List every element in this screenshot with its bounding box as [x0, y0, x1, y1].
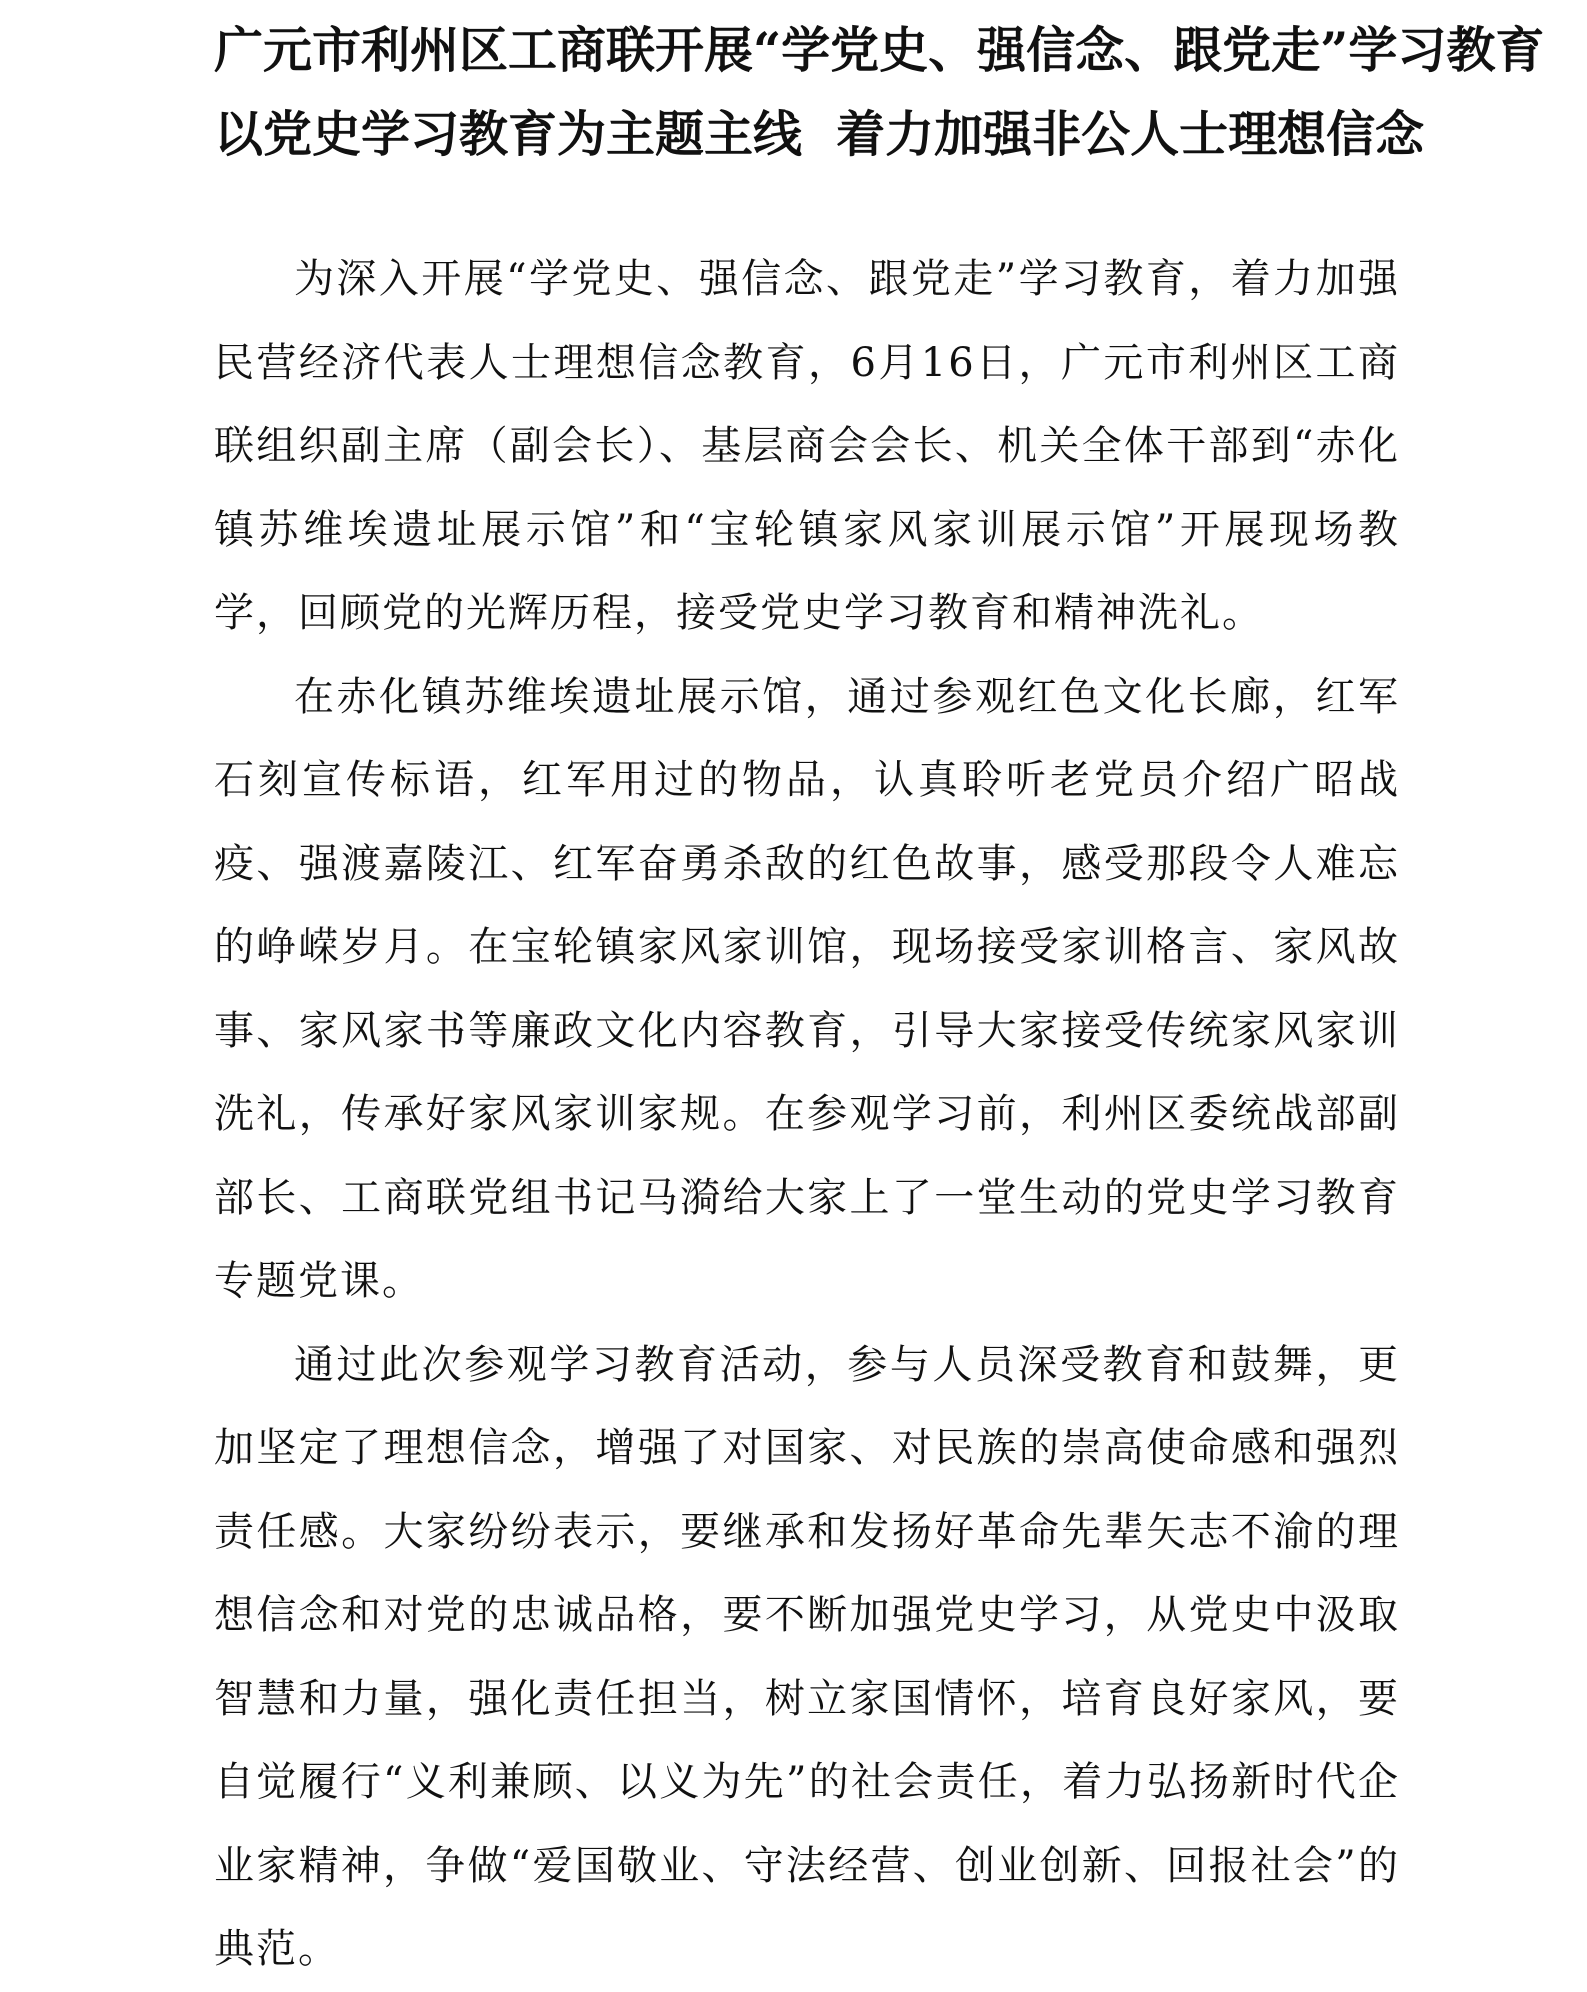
paragraph-1: 为深入开展“学党史、强信念、跟党走”学习教育，着力加强民营经济代表人士理想信念教育，6月16日，广元市利州区工商联组织副主席（副会长）、基层商会会长、机关全体干部到“赤化镇苏维埃遗址展示馆”和“宝轮镇家风家训展示馆”开展现场教学，回顾党的光辉历程，接受党史学习教育和精神洗礼。: [214, 256, 1400, 636]
document-title: [214, 8, 1545, 176]
title-line-2: 以党史学习教育为主题主线 着力加强非公人士理想信念: [214, 105, 1425, 163]
paragraph-2: 在赤化镇苏维埃遗址展示馆，通过参观红色文化长廊，红军石刻宣传标语，红军用过的物品，认真聆听老党员介绍广昭战疫、强渡嘉陵江、红军奋勇杀敌的红色故事，感受那段令人难忘的峥嵘岁月。在宝轮镇家风家训馆，现场接受家训格言、家风故事、家风家书等廉政文化内容教育，引导大家接受传统家风家训洗礼，传承好家风家训家规。在参观学习前，利州区委统战部副部长、工商联党组书记马漪给大家上了一堂生动的党史学习教育专题党课。: [214, 673, 1400, 1304]
title-line-1: 广元市利州区工商联开展“学党史、强信念、跟党走”学习教育: [214, 21, 1545, 79]
paragraph-3: 通过此次参观学习教育活动，参与人员深受教育和鼓舞，更加坚定了理想信念，增强了对国家、对民族的崇高使命感和强烈责任感。大家纷纷表示，要继承和发扬好革命先辈矢志不渝的理想信念和对党的忠诚品格，要不断加强党史学习，从党史中汲取智慧和力量，强化责任担当，树立家国情怀，培育良好家风，要自觉履行“义利兼顾、以义为先”的社会责任，着力弘扬新时代企业家精神，争做“爱国敬业、守法经营、创业创新、回报社会”的典范。: [214, 1341, 1400, 1972]
document-page: [214, 0, 1545, 1992]
document-body: [214, 238, 1400, 1992]
